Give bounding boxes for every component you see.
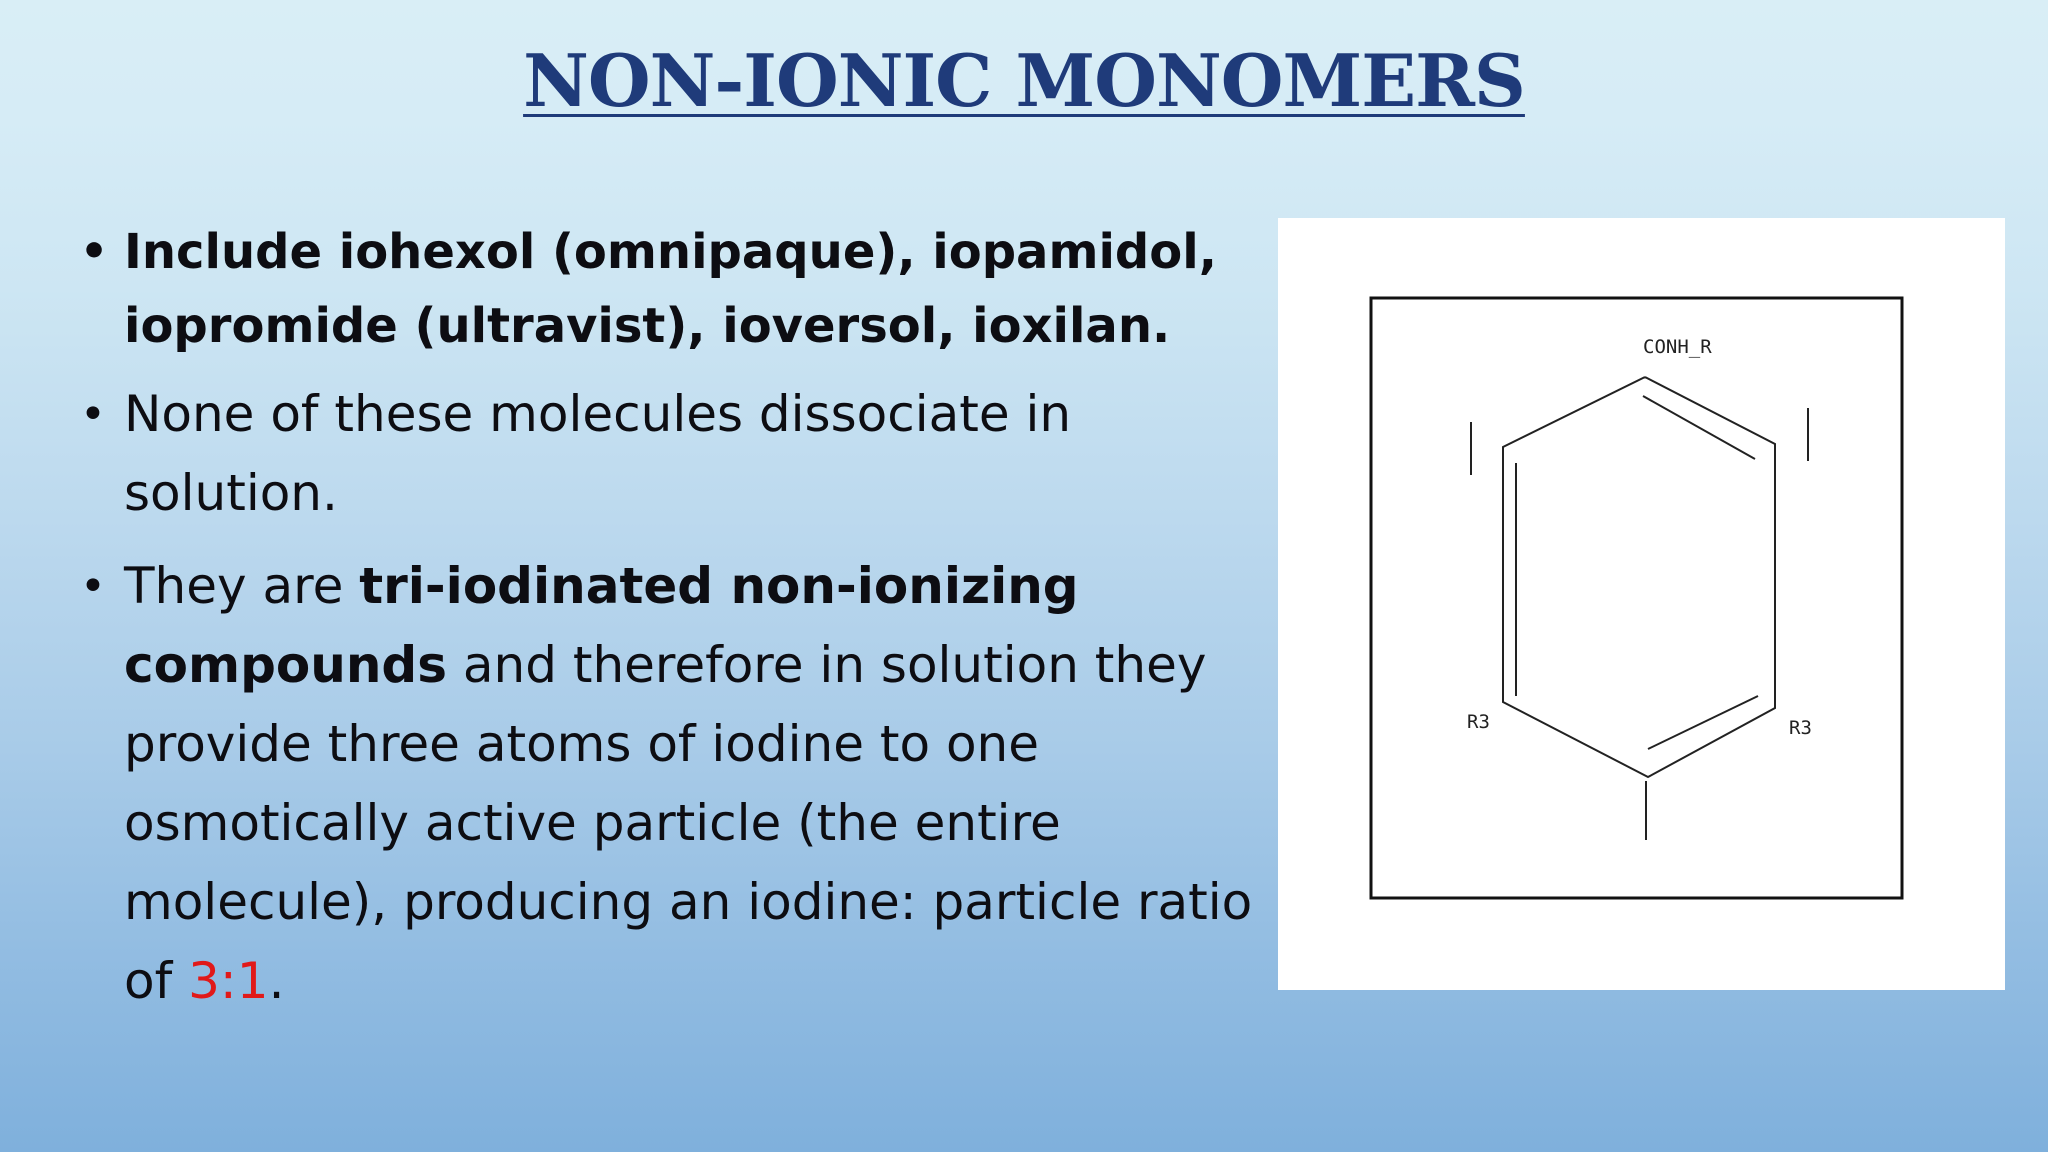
- label-right: R3: [1789, 717, 1812, 739]
- bullet-text-suffix: .: [268, 952, 285, 1010]
- ratio-value: 3:1: [188, 952, 269, 1010]
- bullet-icon: •: [80, 561, 106, 612]
- bullet-text-prefix: They are: [124, 557, 360, 615]
- bullet-list: [80, 215, 1280, 1035]
- label-top: CONH_R: [1643, 336, 1712, 358]
- bullet-text-body: and therefore in solution they provide three atoms of iodine to one osmotically active particle (the entire molecule), producing an iodine: particle ratio of: [124, 636, 1253, 1010]
- bullet-item-agents: [80, 215, 1280, 363]
- bullet-text: None of these molecules dissociate in solution.: [124, 385, 1072, 522]
- ring-double-bond-bottom: [1648, 696, 1758, 749]
- bullet-text: Include iohexol (omnipaque), iopamidol, iopromide (ultravist), ioversol, ioxilan.: [124, 224, 1217, 354]
- bullet-icon: •: [80, 389, 106, 440]
- bullet-icon: •: [80, 226, 109, 277]
- bullet-item-dissociation: [80, 375, 1280, 533]
- slide-title-text: NON-IONIC MONOMERS: [523, 38, 1525, 123]
- bullet-item-iodine-ratio: [80, 547, 1280, 1021]
- benzene-ring-diagram: [1278, 218, 2005, 990]
- molecule-figure: [1278, 218, 2005, 990]
- ring-outline: [1503, 377, 1775, 777]
- slide-title: [0, 38, 2048, 123]
- bullet-text-emphasis: tri-iodinated non-ionizing compounds: [124, 557, 1079, 694]
- figure-frame: [1371, 298, 1902, 898]
- label-left: R3: [1467, 711, 1490, 733]
